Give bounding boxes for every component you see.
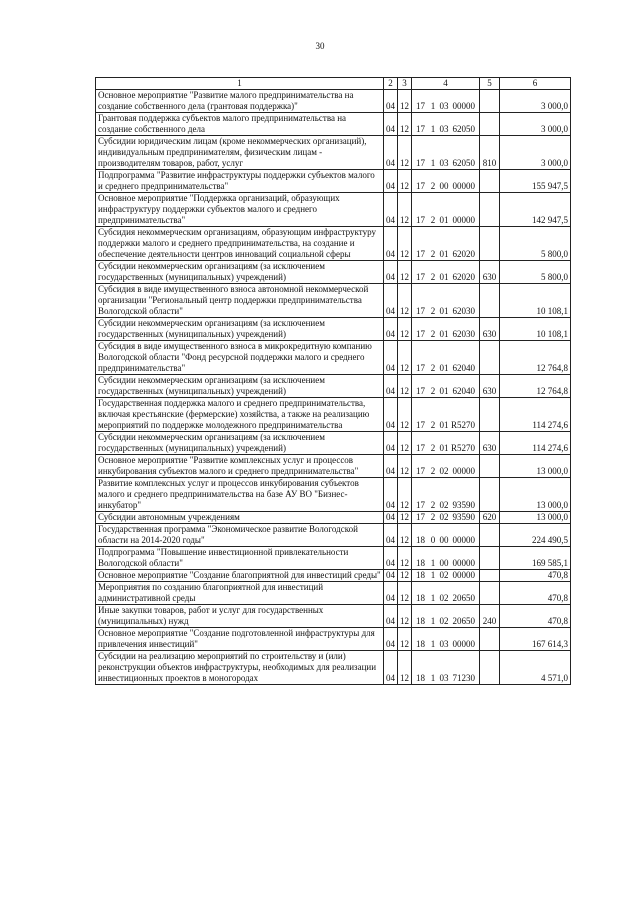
row-target-code <box>412 455 480 478</box>
code-part: 03 <box>439 124 449 134</box>
row-target-code <box>412 398 480 432</box>
code-part: 18 <box>416 570 425 580</box>
code-part: 17 <box>416 466 425 476</box>
row-target-code <box>412 193 480 227</box>
code-part: 00000 <box>452 639 475 649</box>
code-part: 1 <box>430 124 436 134</box>
code-part: 03 <box>439 673 449 683</box>
row-expense-type: 630 <box>480 432 500 455</box>
code-part: 1 <box>430 673 436 683</box>
row-section: 04 <box>384 628 398 651</box>
code-part: 17 <box>416 124 425 134</box>
code-part: 1 <box>430 616 436 626</box>
code-part: 17 <box>416 306 425 316</box>
row-target-code <box>412 651 480 685</box>
row-name: Субсидии некоммерческим организациям (за исключением государственных (муниципальных) учреждений) <box>96 432 384 455</box>
code-part: 18 <box>416 593 425 603</box>
table-row <box>96 478 571 512</box>
code-part: 1 <box>430 593 436 603</box>
column-header: 4 <box>412 78 480 90</box>
code-part: 17 <box>416 101 425 111</box>
code-part: 00000 <box>452 466 475 476</box>
row-expense-type <box>480 582 500 605</box>
row-amount: 470,8 <box>500 570 571 582</box>
row-expense-type <box>480 570 500 582</box>
code-part: 1 <box>430 558 436 568</box>
row-amount: 169 585,1 <box>500 547 571 570</box>
row-name: Основное мероприятие "Создание подготовленной инфраструктуры для привлечения инвестиций" <box>96 628 384 651</box>
column-header: 3 <box>398 78 412 90</box>
code-part: 17 <box>416 500 425 510</box>
row-name: Иные закупки товаров, работ и услуг для государственных (муниципальных) нужд <box>96 605 384 628</box>
row-name: Субсидии юридическим лицам (кроме некоммерческих организаций), индивидуальным предпринимателям, физическим лицам - производителям товаров, работ, услуг <box>96 136 384 170</box>
table-header-row <box>96 78 571 90</box>
column-header: 6 <box>500 78 571 90</box>
row-section: 04 <box>384 524 398 547</box>
table-row <box>96 284 571 318</box>
table-row <box>96 90 571 113</box>
table-row <box>96 398 571 432</box>
row-subsection: 12 <box>398 455 412 478</box>
row-section: 04 <box>384 170 398 193</box>
row-section: 04 <box>384 455 398 478</box>
table-row <box>96 136 571 170</box>
code-part: 71230 <box>452 673 475 683</box>
code-part: 62020 <box>452 249 475 259</box>
row-amount: 10 108,1 <box>500 284 571 318</box>
row-amount: 5 800,0 <box>500 261 571 284</box>
code-part: 17 <box>416 272 425 282</box>
row-subsection: 12 <box>398 524 412 547</box>
code-part: 17 <box>416 386 425 396</box>
code-part: 02 <box>439 570 449 580</box>
code-part: 00 <box>439 558 449 568</box>
row-target-code <box>412 524 480 547</box>
row-expense-type: 240 <box>480 605 500 628</box>
code-part: 01 <box>439 443 449 453</box>
row-section: 04 <box>384 432 398 455</box>
row-section: 04 <box>384 136 398 170</box>
code-part: 2 <box>430 420 436 430</box>
row-amount: 155 947,5 <box>500 170 571 193</box>
row-name: Субсидии некоммерческим организациям (за исключением государственных (муниципальных) учреждений) <box>96 318 384 341</box>
row-amount: 114 274,6 <box>500 398 571 432</box>
table-row <box>96 318 571 341</box>
row-section: 04 <box>384 318 398 341</box>
row-subsection: 12 <box>398 170 412 193</box>
code-part: 18 <box>416 535 425 545</box>
code-part: 20650 <box>452 593 475 603</box>
code-part: 00000 <box>452 558 475 568</box>
row-subsection: 12 <box>398 628 412 651</box>
row-expense-type <box>480 651 500 685</box>
row-subsection: 12 <box>398 193 412 227</box>
row-name: Субсидия некоммерческим организациям, образующим инфраструктуру поддержки малого и среднего предпринимательства, на создание и обеспечение деятельности центров инноваций социальной сферы <box>96 227 384 261</box>
row-name: Субсидия в виде имущественного взноса в микрокредитную компанию Вологодской области "Фонд ресурсной поддержки малого и среднего предпринимательства" <box>96 341 384 375</box>
row-section: 04 <box>384 582 398 605</box>
row-amount: 13 000,0 <box>500 455 571 478</box>
code-part: 02 <box>439 466 449 476</box>
row-amount: 470,8 <box>500 582 571 605</box>
row-amount: 13 000,0 <box>500 512 571 524</box>
row-name: Субсидии автономным учреждениям <box>96 512 384 524</box>
code-part: 00000 <box>452 181 475 191</box>
row-target-code <box>412 375 480 398</box>
code-part: 17 <box>416 363 425 373</box>
row-amount: 142 947,5 <box>500 193 571 227</box>
code-part: 2 <box>430 443 436 453</box>
row-target-code <box>412 478 480 512</box>
code-part: 03 <box>439 639 449 649</box>
code-part: 00 <box>439 181 449 191</box>
code-part: 01 <box>439 329 449 339</box>
table-row <box>96 512 571 524</box>
code-part: 62050 <box>452 158 475 168</box>
code-part: 00000 <box>452 570 475 580</box>
row-target-code <box>412 284 480 318</box>
row-expense-type <box>480 90 500 113</box>
row-expense-type <box>480 113 500 136</box>
code-part: 62020 <box>452 272 475 282</box>
row-target-code <box>412 113 480 136</box>
row-target-code <box>412 547 480 570</box>
row-subsection: 12 <box>398 582 412 605</box>
code-part: 17 <box>416 329 425 339</box>
row-name: Подпрограмма "Развитие инфраструктуры поддержки субъектов малого и среднего предпринимательства" <box>96 170 384 193</box>
code-part: 93590 <box>452 500 475 510</box>
code-part: 62040 <box>452 363 475 373</box>
code-part: 00 <box>439 535 449 545</box>
row-name: Субсидии некоммерческим организациям (за исключением государственных (муниципальных) учреждений) <box>96 375 384 398</box>
table-row <box>96 547 571 570</box>
row-amount: 12 764,8 <box>500 341 571 375</box>
code-part: R5270 <box>450 420 475 430</box>
row-section: 04 <box>384 227 398 261</box>
code-part: 2 <box>430 466 436 476</box>
row-section: 04 <box>384 512 398 524</box>
row-subsection: 12 <box>398 318 412 341</box>
row-section: 04 <box>384 570 398 582</box>
code-part: 00000 <box>452 215 475 225</box>
row-amount: 3 000,0 <box>500 90 571 113</box>
row-section: 04 <box>384 478 398 512</box>
code-part: 00000 <box>452 535 475 545</box>
code-part: 0 <box>430 535 436 545</box>
column-header: 1 <box>96 78 384 90</box>
table-row <box>96 432 571 455</box>
code-part: 62050 <box>452 124 475 134</box>
code-part: 2 <box>430 215 436 225</box>
code-part: 2 <box>430 181 436 191</box>
row-name: Грантовая поддержка субъектов малого предпринимательства на создание собственного дела <box>96 113 384 136</box>
code-part: 18 <box>416 558 425 568</box>
row-target-code <box>412 261 480 284</box>
row-expense-type <box>480 398 500 432</box>
row-target-code <box>412 136 480 170</box>
code-part: 1 <box>430 101 436 111</box>
row-section: 04 <box>384 398 398 432</box>
row-name: Государственная поддержка малого и среднего предпринимательства, включая крестьянские (фермерские) хозяйства, а также на реализацию мероприятий по поддержке молодежного предпринимательства <box>96 398 384 432</box>
row-target-code <box>412 582 480 605</box>
row-subsection: 12 <box>398 341 412 375</box>
code-part: 93590 <box>452 512 475 522</box>
row-section: 04 <box>384 193 398 227</box>
code-part: 01 <box>439 420 449 430</box>
column-header: 2 <box>384 78 398 90</box>
row-name: Субсидии на реализацию мероприятий по строительству и (или) реконструкции объектов инфраструктуры, необходимых для реализации инвестиционных проектов в моногородах <box>96 651 384 685</box>
row-name: Субсидии некоммерческим организациям (за исключением государственных (муниципальных) учреждений) <box>96 261 384 284</box>
row-name: Развитие комплексных услуг и процессов инкубирования субъектов малого и среднего предпринимательства на базе АУ ВО "Бизнес-инкубатор" <box>96 478 384 512</box>
code-part: 17 <box>416 512 425 522</box>
row-subsection: 12 <box>398 512 412 524</box>
row-subsection: 12 <box>398 113 412 136</box>
table-row <box>96 582 571 605</box>
code-part: 20650 <box>452 616 475 626</box>
row-amount: 4 571,0 <box>500 651 571 685</box>
row-section: 04 <box>384 651 398 685</box>
row-subsection: 12 <box>398 605 412 628</box>
row-subsection: 12 <box>398 375 412 398</box>
row-target-code <box>412 512 480 524</box>
row-amount: 5 800,0 <box>500 227 571 261</box>
budget-table <box>95 77 571 685</box>
code-part: 18 <box>416 673 425 683</box>
row-target-code <box>412 341 480 375</box>
code-part: 2 <box>430 363 436 373</box>
row-subsection: 12 <box>398 570 412 582</box>
code-part: 03 <box>439 158 449 168</box>
row-subsection: 12 <box>398 136 412 170</box>
code-part: 17 <box>416 181 425 191</box>
row-expense-type <box>480 227 500 261</box>
code-part: 17 <box>416 158 425 168</box>
table-row <box>96 193 571 227</box>
row-amount: 470,8 <box>500 605 571 628</box>
code-part: 00000 <box>452 101 475 111</box>
table-row <box>96 605 571 628</box>
row-name: Подпрограмма "Повышение инвестиционной привлекательности Вологодской области" <box>96 547 384 570</box>
code-part: R5270 <box>450 443 475 453</box>
row-amount: 3 000,0 <box>500 136 571 170</box>
row-name: Основное мероприятие "Поддержка организаций, образующих инфраструктуру поддержки субъектов малого и среднего предпринимательства" <box>96 193 384 227</box>
code-part: 03 <box>439 101 449 111</box>
row-name: Основное мероприятие "Создание благоприятной для инвестиций среды" <box>96 570 384 582</box>
row-target-code <box>412 318 480 341</box>
row-section: 04 <box>384 341 398 375</box>
row-section: 04 <box>384 284 398 318</box>
row-expense-type: 620 <box>480 512 500 524</box>
table-row <box>96 455 571 478</box>
row-subsection: 12 <box>398 432 412 455</box>
code-part: 02 <box>439 512 449 522</box>
code-part: 1 <box>430 639 436 649</box>
row-section: 04 <box>384 261 398 284</box>
code-part: 62040 <box>452 386 475 396</box>
code-part: 1 <box>430 158 436 168</box>
table-row <box>96 628 571 651</box>
row-name: Основное мероприятие "Развитие малого предпринимательства на создание собственного дела (грантовая поддержка)" <box>96 90 384 113</box>
row-section: 04 <box>384 605 398 628</box>
row-expense-type <box>480 193 500 227</box>
table-row <box>96 651 571 685</box>
row-subsection: 12 <box>398 261 412 284</box>
row-target-code <box>412 227 480 261</box>
page-number: 30 <box>315 41 325 51</box>
code-part: 2 <box>430 386 436 396</box>
table-row <box>96 261 571 284</box>
row-expense-type <box>480 455 500 478</box>
row-subsection: 12 <box>398 227 412 261</box>
code-part: 17 <box>416 443 425 453</box>
table-row <box>96 113 571 136</box>
table-row <box>96 227 571 261</box>
code-part: 01 <box>439 386 449 396</box>
row-target-code <box>412 628 480 651</box>
code-part: 17 <box>416 249 425 259</box>
code-part: 17 <box>416 420 425 430</box>
row-amount: 167 614,3 <box>500 628 571 651</box>
code-part: 2 <box>430 329 436 339</box>
row-target-code <box>412 432 480 455</box>
table-row <box>96 570 571 582</box>
code-part: 01 <box>439 215 449 225</box>
row-expense-type <box>480 547 500 570</box>
code-part: 1 <box>430 570 436 580</box>
row-name: Мероприятия по созданию благоприятной для инвестиций административной среды <box>96 582 384 605</box>
table-row <box>96 375 571 398</box>
code-part: 18 <box>416 616 425 626</box>
row-expense-type <box>480 524 500 547</box>
code-part: 01 <box>439 249 449 259</box>
code-part: 17 <box>416 215 425 225</box>
row-section: 04 <box>384 90 398 113</box>
row-amount: 224 490,5 <box>500 524 571 547</box>
row-amount: 10 108,1 <box>500 318 571 341</box>
row-name: Основное мероприятие "Развитие комплексных услуг и процессов инкубирования субъектов малого и среднего предпринимательства" <box>96 455 384 478</box>
row-target-code <box>412 90 480 113</box>
row-name: Субсидия в виде имущественного взноса автономной некоммерческой организации "Региональный центр поддержки предпринимательства Вологодской области" <box>96 284 384 318</box>
row-section: 04 <box>384 547 398 570</box>
row-amount: 114 274,6 <box>500 432 571 455</box>
row-expense-type <box>480 341 500 375</box>
row-expense-type <box>480 284 500 318</box>
row-subsection: 12 <box>398 547 412 570</box>
row-amount: 12 764,8 <box>500 375 571 398</box>
row-subsection: 12 <box>398 398 412 432</box>
code-part: 2 <box>430 272 436 282</box>
code-part: 18 <box>416 639 425 649</box>
row-section: 04 <box>384 113 398 136</box>
code-part: 02 <box>439 593 449 603</box>
code-part: 2 <box>430 306 436 316</box>
row-target-code <box>412 570 480 582</box>
row-subsection: 12 <box>398 651 412 685</box>
table-row <box>96 170 571 193</box>
row-expense-type <box>480 478 500 512</box>
row-amount: 13 000,0 <box>500 478 571 512</box>
row-amount: 3 000,0 <box>500 113 571 136</box>
row-expense-type: 630 <box>480 318 500 341</box>
table-row <box>96 524 571 547</box>
row-target-code <box>412 605 480 628</box>
code-part: 62030 <box>452 329 475 339</box>
row-subsection: 12 <box>398 90 412 113</box>
row-target-code <box>412 170 480 193</box>
row-name: Государственная программа "Экономическое развитие Вологодской области на 2014-2020 годы" <box>96 524 384 547</box>
code-part: 01 <box>439 272 449 282</box>
row-expense-type: 810 <box>480 136 500 170</box>
row-subsection: 12 <box>398 284 412 318</box>
code-part: 62030 <box>452 306 475 316</box>
code-part: 2 <box>430 512 436 522</box>
row-subsection: 12 <box>398 478 412 512</box>
row-expense-type: 630 <box>480 261 500 284</box>
code-part: 01 <box>439 306 449 316</box>
row-expense-type <box>480 170 500 193</box>
row-section: 04 <box>384 375 398 398</box>
code-part: 02 <box>439 616 449 626</box>
row-expense-type <box>480 628 500 651</box>
row-expense-type: 630 <box>480 375 500 398</box>
column-header: 5 <box>480 78 500 90</box>
table-row <box>96 341 571 375</box>
code-part: 2 <box>430 249 436 259</box>
code-part: 02 <box>439 500 449 510</box>
code-part: 01 <box>439 363 449 373</box>
code-part: 2 <box>430 500 436 510</box>
